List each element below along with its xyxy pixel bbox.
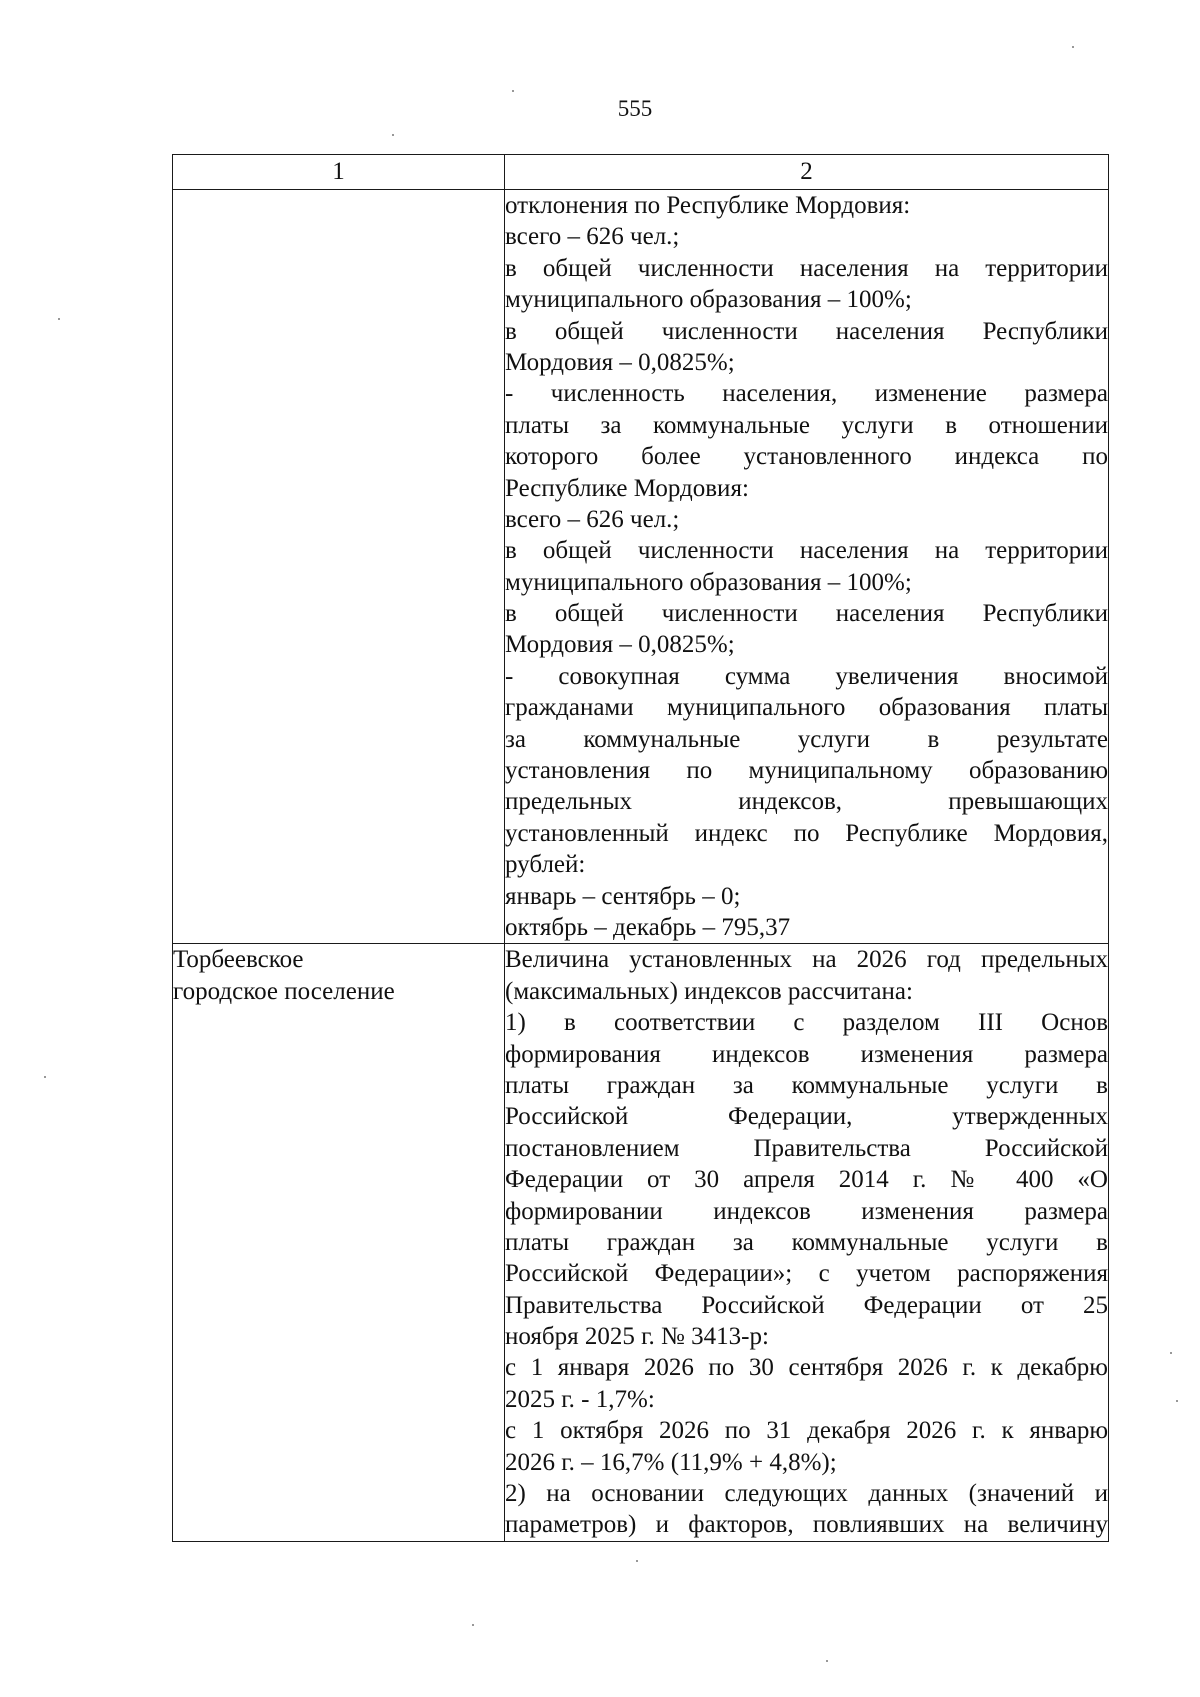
scan-speck <box>1176 1400 1178 1402</box>
page-number: 555 <box>617 96 653 121</box>
scan-speck <box>1170 1352 1172 1354</box>
text-line: с 1 октября 2026 по 31 декабря 2026 г. к январю <box>505 1417 1108 1445</box>
scan-speck <box>392 134 394 136</box>
text-line: 2026 г. – 16,7% (11,9% + 4,8%); <box>505 1448 837 1476</box>
row1-municipality-cell <box>173 190 505 944</box>
scan-speck <box>826 1660 828 1662</box>
text-line: платы граждан за коммунальные услуги в <box>505 1071 1108 1099</box>
text-line: всего – 626 чел.; <box>505 505 680 533</box>
text-line: Величина установленных на 2026 год предельных <box>505 946 1108 974</box>
table-header-row <box>173 155 1109 190</box>
text-line: за коммунальные услуги в результате <box>505 725 1108 753</box>
scan-speck <box>1072 46 1074 48</box>
header-col-2: 2 <box>505 155 1109 190</box>
row1-description-cell <box>505 190 1109 944</box>
text-line: рублей: <box>505 851 586 879</box>
municipality-name-line: городское поселение <box>173 977 395 1005</box>
text-line: Правительства Российской Федерации от 25 <box>505 1291 1108 1319</box>
row2-description-cell <box>505 944 1109 1541</box>
text-line: муниципального образования – 100%; <box>505 286 912 314</box>
table-row <box>173 190 1109 944</box>
header-col-1: 1 <box>173 155 505 190</box>
municipality-name-line: Торбеевское <box>173 946 304 974</box>
text-line: в общей численности населения Республики <box>505 317 1108 345</box>
text-line: которого более установленного индекса по <box>505 443 1108 471</box>
text-line: 2025 г. - 1,7%: <box>505 1385 655 1413</box>
text-line: (максимальных) индексов рассчитана: <box>505 977 913 1005</box>
text-line: всего – 626 чел.; <box>505 223 680 251</box>
scan-speck <box>472 1624 474 1626</box>
text-line: установления по муниципальному образованию <box>505 757 1108 785</box>
text-line: Федерации от 30 апреля 2014 г. № 400 «О <box>505 1166 1108 1194</box>
text-line: Российской Федерации, утвержденных <box>505 1103 1108 1131</box>
text-line: платы за коммунальные услуги в отношении <box>505 411 1108 439</box>
text-line: отклонения по Республике Мордовия: <box>505 192 911 219</box>
scan-speck <box>636 1560 638 1562</box>
table-row <box>173 944 1109 1541</box>
text-line: Мордовия – 0,0825%; <box>505 348 735 376</box>
text-line: январь – сентябрь – 0; <box>505 882 741 910</box>
text-line: предельных индексов, превышающих <box>505 788 1108 816</box>
scan-speck <box>58 318 60 320</box>
index-table <box>172 154 1109 1542</box>
text-line: октябрь – декабрь – 795,37 <box>505 913 791 941</box>
text-line: в общей численности населения на территории <box>505 537 1108 565</box>
text-line: 2) на основании следующих данных (значений и <box>505 1480 1108 1508</box>
text-line: установленный индекс по Республике Мордовия, <box>505 819 1108 847</box>
text-line: ноября 2025 г. № 3413-р: <box>505 1323 769 1351</box>
text-line: гражданами муниципального образования платы <box>505 694 1108 722</box>
text-line: в общей численности населения Республики <box>505 600 1108 628</box>
text-line: - совокупная сумма увеличения вносимой <box>505 662 1108 690</box>
text-line: Республике Мордовия: <box>505 474 749 502</box>
text-line: 1) в соответствии с разделом III Основ <box>505 1009 1108 1037</box>
scan-speck <box>512 90 514 92</box>
text-line: параметров) и факторов, повлиявших на величину <box>505 1511 1108 1539</box>
text-line: Российской Федерации»; с учетом распоряжения <box>505 1260 1108 1288</box>
text-line: - численность населения, изменение размера <box>505 380 1108 408</box>
scan-speck <box>44 1076 46 1078</box>
text-line: с 1 января 2026 по 30 сентября 2026 г. к декабрю <box>505 1354 1108 1382</box>
text-line: платы граждан за коммунальные услуги в <box>505 1228 1108 1256</box>
row2-municipality-cell <box>173 944 505 1541</box>
text-line: постановлением Правительства Российской <box>505 1134 1108 1162</box>
text-line: в общей численности населения на территории <box>505 254 1108 282</box>
text-line: Мордовия – 0,0825%; <box>505 631 735 659</box>
text-line: формирования индексов изменения размера <box>505 1040 1108 1068</box>
text-line: муниципального образования – 100%; <box>505 568 912 596</box>
text-line: формировании индексов изменения размера <box>505 1197 1108 1225</box>
